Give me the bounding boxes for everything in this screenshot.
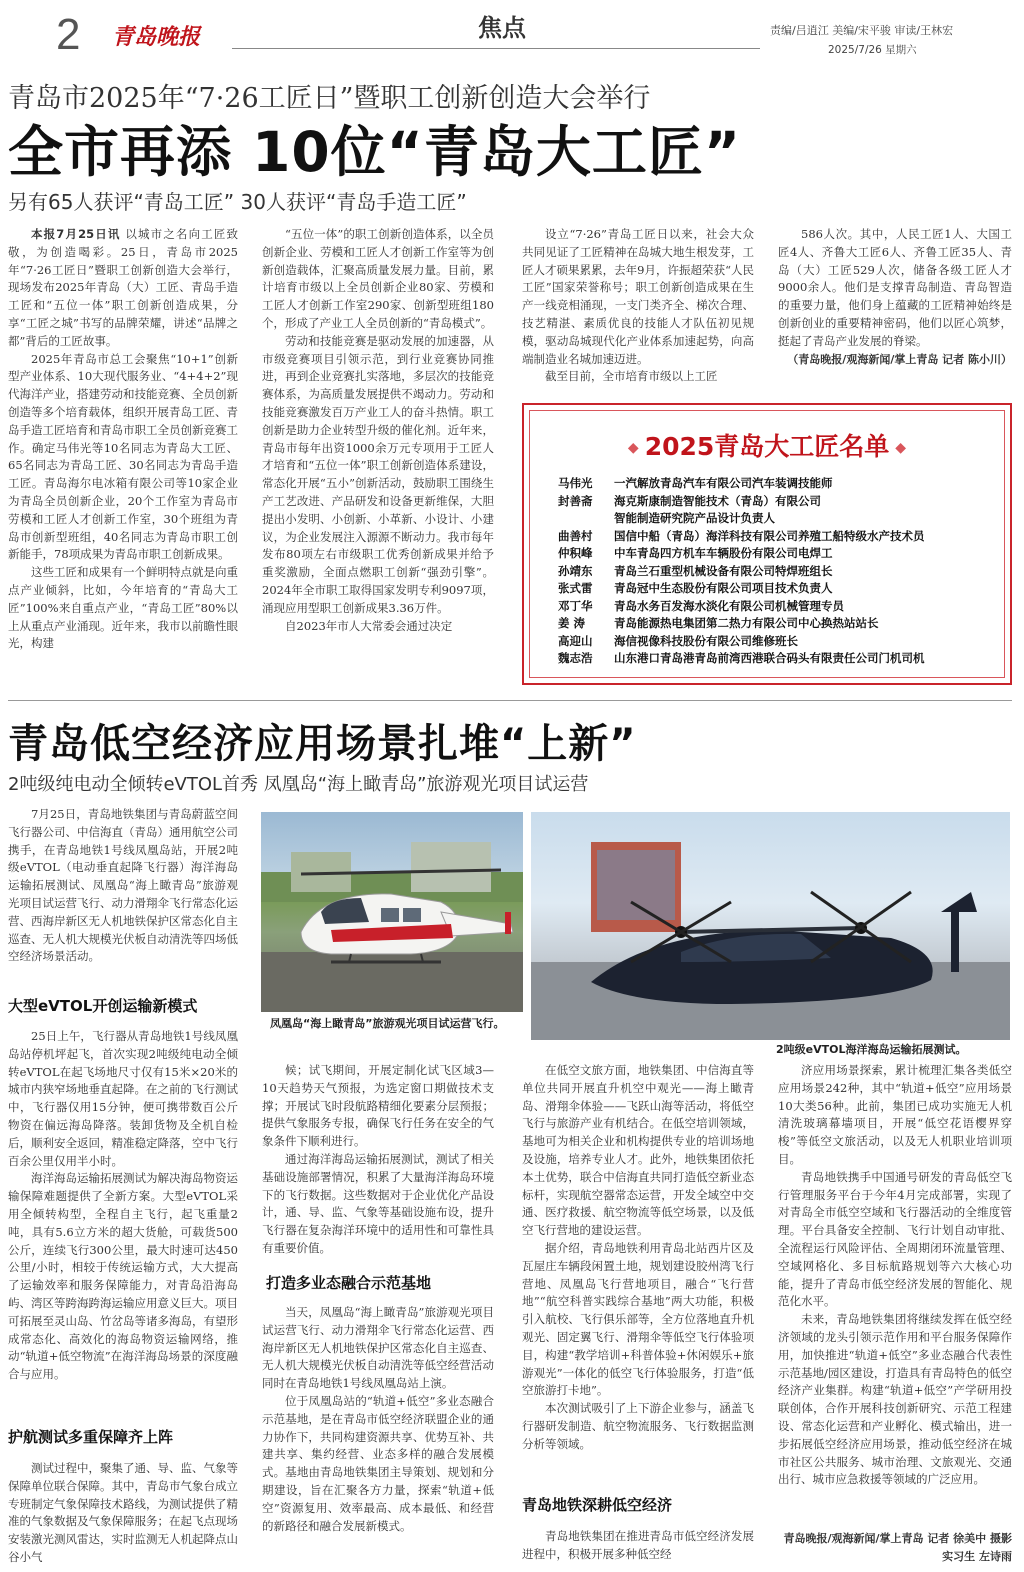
- roster-row: [558, 633, 925, 651]
- roster-name: [558, 510, 614, 528]
- evtol-photo: [531, 812, 1010, 1040]
- roster-row: [558, 563, 925, 581]
- roster-title-text: 青岛冠中生态股份有限公司项目技术负责人: [614, 581, 833, 595]
- paragraph: 本次测试吸引了上下游企业参与，涵盖飞行器研发制造、航空物流服务、飞行数据监测分析等领域。: [522, 1401, 754, 1451]
- roster-name: 封善斋: [558, 493, 593, 508]
- roster-title-text: 青岛兰石重型机械设备有限公司特焊班组长: [614, 563, 833, 578]
- helicopter-illustration: [261, 812, 523, 1012]
- article2-subhead: 2吨级纯电动全倾转eVTOL首秀 凤凰岛“海上瞰青岛”旅游观光项目试运营: [8, 774, 589, 795]
- page-number: 2: [56, 10, 81, 59]
- paragraph: 未来，青岛地铁集团将继续发挥在低空经济领域的龙头引领示范作用和平台服务保障作用，加快推进“轨道+低空”多业态融合代表性示范基地/园区建设，打造具有青岛特色的低空经济产业集群。构建“轨道+低空”产学研用投联创体，合作开展科技创新研究、示范工程建设、常态化运营和产业孵化、模式输出，进一步拓展低空经济应用场景，推动低空经济在城市社区公共服务、城市治理、文旅观光、交通出行、城市应急救援等领域的广泛应用。: [778, 1312, 1012, 1487]
- roster-title-text: 国信中船（青岛）海洋科技有限公司养殖工船特级水产技术员: [614, 528, 925, 543]
- roster-row: [558, 528, 925, 546]
- article2-column-4: [778, 1062, 1012, 1526]
- roster-name: 曲善村: [558, 528, 593, 543]
- photo2-caption: 2吨级eVTOL海洋海岛运输拓展测试。: [776, 1043, 967, 1056]
- paragraph: “五位一体”的职工创新创造体系，以全员创新企业、劳模和工匠人才创新工作室等为创新创造载体，汇聚高质量发展力量。目前，累计培育市级以上全员创新企业80家、劳模和工匠人才创新工作室290家、创新型班组180个，形成了产业工人全员创新的“青岛模式”。: [262, 227, 494, 330]
- article1-credit: （青岛晚报/观海新闻/掌上青岛 记者 陈小川）: [787, 352, 1012, 366]
- roster-row: [558, 580, 925, 598]
- section-divider: [8, 700, 1012, 701]
- roster-row: [558, 598, 925, 616]
- roster-row: [558, 650, 925, 668]
- subsection-title: 大型eVTOL开创运输新模式: [8, 997, 198, 1015]
- roster-name: 孙靖东: [558, 563, 593, 578]
- roster-name: 魏志浩: [558, 651, 593, 665]
- photo1-caption: 凤凰岛“海上瞰青岛”旅游观光项目试运营飞行。: [270, 1017, 505, 1030]
- paragraph: 青岛地铁集团在推进青岛市低空经济发展进程中，积极开展多种低空经: [522, 1529, 754, 1561]
- article2-credit-block: [778, 1530, 1012, 1568]
- article1-headline: 全市再添 10位“青岛大工匠”: [8, 120, 741, 184]
- paragraph: 在低空文旅方面，地铁集团、中信海直等单位共同开展直升机空中观光——海上瞰青岛、滑翔伞体验——飞跃山海等活动，将低空飞行与旅游产业有机结合。在低空培训领域，基地可为相关企业和机构提供专业的培训场地及设施，培养专业人才。此外，地铁集团依托本土优势，联合中信海直共同打造低空新业态标杆，实现航空器常态运营，开发全域空中交通、医疗救援、航空物流等低空场景，以及低空飞行营地的建设运营。: [522, 1063, 754, 1238]
- roster-row: [558, 493, 925, 511]
- paragraph: 位于凤凰岛站的“轨道+低空”多业态融合示范基地，是在青岛市低空经济联盟企业的通力协作下，共同构建资源共享、优势互补、共建共享、集约经营、业态多样的融合发展模式。基地由青岛地铁集团主导策划、规划和分期建设，旨在汇聚各方力量，探索“轨道+低空”资源复用、效率最高、成本最低、和经营的新路径和融合发展新模式。: [262, 1393, 494, 1533]
- paragraph: 测试过程中，聚集了通、导、监、气象等保障单位联合保障。其中，青岛市气象台成立专班制定气象保障技术路线，为测试提供了精准的气象数据及气象保障服务；在起飞点现场安装激光测风雷达，实时监测无人机起降点山谷小气: [8, 1461, 238, 1564]
- roster-name: 马伟光: [558, 476, 593, 490]
- roster-title-text: 中车青岛四方机车车辆股份有限公司电焊工: [614, 546, 833, 560]
- paragraph: 通过海洋海岛运输拓展测试，测试了相关基础设施部署情况，积累了大量海洋海岛环境下的飞行数据。这些数据对于企业优化产品设计，通、导、监、气象等基础设施布设，提升飞行器在复杂海洋环境中的适用性和可靠性具有重要价值。: [262, 1151, 494, 1255]
- article1-column-2: [262, 226, 494, 696]
- roster-name: 张式雷: [558, 581, 593, 595]
- paragraph: 截至目前，全市培育市级以上工匠: [545, 369, 718, 384]
- article2-column-2b: [262, 1304, 494, 1568]
- article2-intro: [8, 806, 238, 986]
- article1-column-1: [8, 226, 238, 696]
- dateline: 本报7月25日讯: [31, 227, 121, 241]
- roster-list: [558, 475, 925, 668]
- article2-headline: 青岛低空经济应用场景扎堆“上新”: [8, 721, 637, 767]
- roster-title-text: 青岛能源热电集团第二热力有限公司中心换热站站长: [614, 616, 879, 630]
- article1-column-3: [522, 226, 754, 396]
- paragraph: 以城市之名向工匠致敬，为创造喝彩。25日，青岛市2025年“7·26工匠日”暨职工创新创造大会举行，现场发布2025年青岛（大）工匠、青岛手造工匠和“五位一体”职工创新创造成果，分享“工匠之城”书写的品牌荣耀，讲述“品牌之都”背后的工匠故事。: [8, 227, 238, 348]
- paragraph: 自2023年市人大常委会通过决定: [285, 618, 453, 633]
- roster-row: [558, 475, 925, 493]
- paragraph: 25日上午，飞行器从青岛地铁1号线凤凰岛站停机坪起飞，首次实现2吨级纯电动全倾转eVTOL在起飞场地尺寸仅有15米×20米的城市内狭窄场地垂直起降。在之前的飞行测试中，飞行器仅用15分钟，便可携带数百公斤物资在偏远海岛降落。装卸货物及全机自检后，顺利安全返回，精准稳定降落，空中飞行百余公里仅用半小时。: [8, 1029, 238, 1168]
- paragraph: 海洋海岛运输拓展测试为解决海岛物资运输保障难题提供了全新方案。大型eVTOL采用全倾转构型，全程自主飞行，起飞重量2吨，具有5.6立方米的超大货舱，可载货500公斤，连续飞行300公里，最大时速可达450公里/小时，相较于传统运输方式，大大提高了运输效率和服务保障能力，对青岛沿海岛屿、湾区等跨海跨海运输应用意义巨大。项目可拓展至灵山岛、竹岔岛等诸多海岛，有望形成常态化、高效化的海岛物资运输网络，推动“轨道+低空物流”在海洋海岛场景的深度融合与应用。: [8, 1171, 238, 1382]
- roster-title-text: 智能制造研究院产品设计负责人: [614, 511, 775, 525]
- roster-name: 仲积峰: [558, 546, 593, 560]
- paragraph: 劳动和技能竞赛是驱动发展的加速器，从市级竞赛项目引领示范，到行业竞赛协同推进，再到企业竞赛扎实落地，多层次的技能竞赛体系，为高质量发展提供不竭动力。劳动和技能竞赛激发百万产业工人的奋斗热情。职工创新是助力企业转型升级的催化剂。近年来，青岛市每年出资1000余万元专项用于工匠人才培育和“五位一体”职工创新创造体系建设，常态化开展“五小”创新活动，鼓励职工围绕生产工艺改进、产品研发和设备更新维保，大胆提出小发明、小创新、小革新、小设计、小建议，为企业发展注入源源不断动力。我市每年发布80项左右市级职工优秀创新成果并给予重奖激励，全面点燃职工创新“强劲引擎”。2024年全市职工取得国家发明专利9097项，涌现应用型职工创新成果3.36万件。: [262, 333, 494, 615]
- page-header: [0, 0, 1024, 62]
- article2-column-1b: [8, 1460, 238, 1568]
- craftsman-roster-box: [522, 403, 1012, 685]
- roster-name: 姜 涛: [558, 616, 586, 630]
- paragraph: 济应用场景探索，累计梳理汇集各类低空应用场景242种，其中“轨道+低空”应用场景10大类56种。此前，集团已成功实施无人机清洗玻璃幕墙项目，开展“低空花语樱界穿梭”等低空文旅活动，以及无人机职业培训项目。: [778, 1063, 1012, 1166]
- subsection-title: 护航测试多重保障齐上阵: [8, 1428, 174, 1446]
- article2-column-3b: [522, 1528, 754, 1568]
- article2-column-2: [262, 1062, 494, 1262]
- section-title: 焦点: [478, 14, 526, 42]
- roster-name: 高迎山: [558, 633, 593, 648]
- paragraph: 586人次。其中，人民工匠1人、大国工匠4人、齐鲁大工匠6人、齐鲁工匠35人、青岛（大）工匠529人次，储备各级工匠人才9000余人。他们是支撑青岛制造、青岛智造的重要力量，他们身上蕴藏的工匠精神始终是创新创业的重要精神密码，他们以匠心筑梦，挺起了青岛产业发展的脊梁。: [778, 227, 1012, 348]
- article1-subhead: 另有65人获评“青岛工匠” 30人获评“青岛手造工匠”: [8, 190, 467, 214]
- roster-title-text: 山东港口青岛港青岛前湾西港联合码头有限责任公司门机司机: [614, 651, 925, 665]
- paragraph: 当天，凤凰岛“海上瞰青岛”旅游观光项目试运营飞行、动力滑翔伞飞行常态化运营、西海岸新区无人机地铁保护区常态化自主巡查、无人机大规模光伏板自动清洗等低空经营活动同时在青岛地铁1号线凤凰岛站上演。: [262, 1305, 494, 1391]
- roster-row: [558, 615, 925, 633]
- article2-credit: 青岛晚报/观海新闻/掌上青岛 记者 徐美中 摄影 实习生 左诗雨: [783, 1532, 1012, 1563]
- paragraph: 7月25日，青岛地铁集团与青岛蔚蓝空间飞行器公司、中信海直（青岛）通用航空公司携手，在青岛地铁1号线凤凰岛站，开展2吨级eVTOL（电动垂直起降飞行器）海洋海岛运输拓展测试、凤凰岛“海上瞰青岛”旅游观光项目试运营飞行、动力滑翔伞飞行常态化运营、西海岸新区无人机地铁保护区常态化自主巡查、无人机大规模光伏板自动清洗等四场低空经济场景活动。: [8, 807, 238, 964]
- paragraph: 候；试飞期间，开展定制化试飞区域3—10天趋势天气预报，为选定窗口期做技术支撑；开展试飞时段航路精细化要素分层预报；提供气象服务专报，确保飞行任务在安全的气象条件下顺利进行。: [262, 1063, 494, 1149]
- roster-title-text: 海信视像科技股份有限公司维修班长: [614, 633, 798, 648]
- paragraph: 这些工匠和成果有一个鲜明特点就是向重点产业倾斜，比如，今年培育的“青岛大工匠”100%来自重点产业，“青岛工匠”80%以上从重点产业涌现。近年来，我市以前瞻性眼光，构建: [8, 565, 238, 651]
- subsection-title: 青岛地铁深耕低空经济: [522, 1496, 673, 1514]
- article2-column-1: [8, 1028, 238, 1416]
- paragraph: 据介绍，青岛地铁利用青岛北站西片区及瓦屋庄车辆段闲置土地，规划建设胶州湾飞行营地、凤凰岛飞行营地项目，融合“飞行营地”“航空科普实践综合基地”两大功能，积极引入航校、飞行俱乐部等，全方位落地直升机观光、固定翼飞行、滑翔伞等低空飞行体验项目，构建“教学培训+科普体验+休闲娱乐+旅游观光”一体化的低空飞行体验服务，打造“低空旅游打卡地”。: [522, 1240, 754, 1398]
- roster-row: [558, 510, 925, 528]
- roster-name: 邓丁华: [558, 598, 593, 613]
- evtol-illustration: [531, 812, 1010, 1040]
- paragraph: 设立“7·26”青岛工匠日以来，社会大众共同见证了工匠精神在岛城大地生根发芽，工匠人才硕果累累，去年9月，许振超荣获“人民工匠”国家荣誉称号；职工创新创造成果在生产一线竞相涌现，一支门类齐全、梯次合理、技艺精湛、素质优良的技能人才队伍初见规模，驱动岛城现代化产业体系加速起势，向高端制造业名城加速迈进。: [522, 227, 754, 366]
- masthead-logo: 青岛晚报: [112, 24, 201, 50]
- roster-title-text: 一汽解放青岛汽车有限公司汽车装调技能师: [614, 476, 833, 490]
- article2-column-3: [522, 1062, 754, 1482]
- editors-line: 责编/吕逍江 美编/宋平骏 审读/王林宏: [770, 24, 954, 37]
- paragraph: 青岛地铁携手中国通号研发的青岛低空飞行管理服务平台于今年4月完成部署，实现了对青岛全市低空空域和飞行器活动的全维度管理。平台具备安全控制、飞行计划自动审批、全流程运行风险评估、全周期闭环流量管理、空域网格化、多目标航路规划等六大核心功能，提升了青岛市低空经济发展的智能化、规范化水平。: [778, 1169, 1012, 1309]
- roster-title-text: 海克斯康制造智能技术（青岛）有限公司: [614, 493, 821, 508]
- roster-title-text: 青岛水务百发海水淡化有限公司机械管理专员: [614, 598, 844, 613]
- roster-row: [558, 545, 925, 563]
- issue-date: 2025/7/26 星期六: [828, 44, 917, 56]
- roster-title: ◆ 2025青岛大工匠名单 ◆: [627, 432, 907, 461]
- article1-column-4: [778, 226, 1012, 396]
- article1-kicker: 青岛市2025年“7·26工匠日”暨职工创新创造大会举行: [8, 83, 651, 114]
- paragraph: 2025年青岛市总工会聚焦“10+1”创新型产业体系、10大现代服务业、“4+4+2”现代海洋产业，搭建劳动和技能竞赛、全员创新创造等多个培育载体，组织开展青岛工匠、青岛手造工匠培育和青岛市职工全员创新竞赛工作。确定马伟光等10名同志为青岛大工匠、65名同志为青岛工匠、30名同志为青岛手造工匠。青岛海尔电冰箱有限公司等10家企业为青岛全员创新企业，20个工作室为青岛市劳模和工匠人才创新工作室，30个班组为青岛市创新型班组，40名同志为青岛市职工创新能手，78项成果为青岛市职工创新成果。: [8, 351, 238, 562]
- helicopter-photo: [261, 812, 523, 1012]
- subsection-title: 打造多业态融合示范基地: [266, 1274, 432, 1292]
- header-rule: [232, 48, 760, 49]
